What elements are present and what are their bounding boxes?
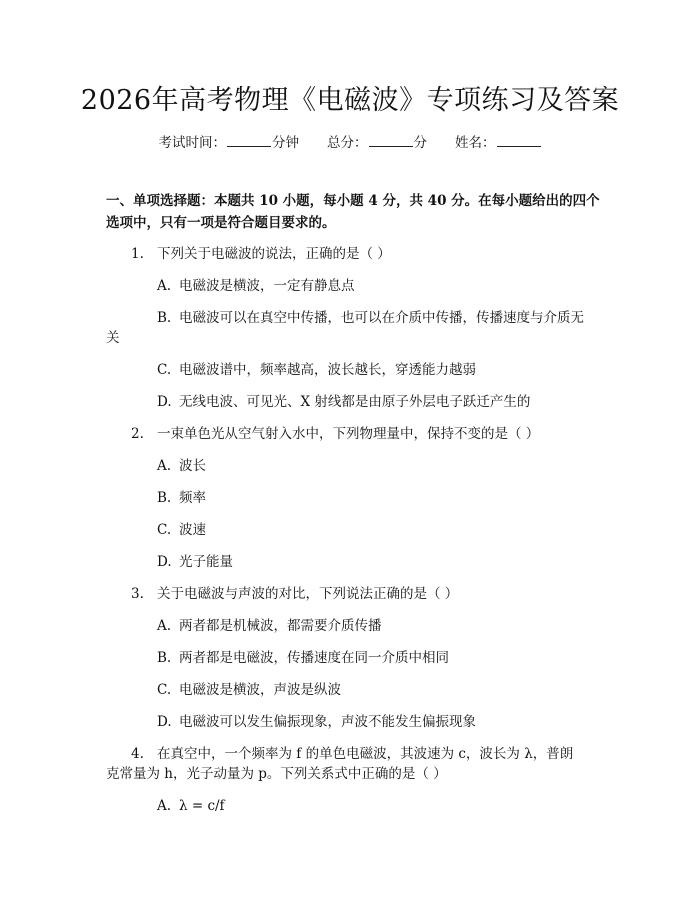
exam-time-label: 考试时间： (158, 135, 226, 151)
option-letter: A. (157, 798, 172, 814)
option-letter: A. (157, 618, 172, 634)
option-letter: A. (157, 458, 172, 474)
option-text: 波速 (179, 522, 206, 538)
question-1-stem: 下列关于电磁波的说法，正确的是（ ） (157, 246, 391, 262)
option-letter: D. (157, 394, 172, 410)
question-3-option-c (157, 681, 341, 699)
option-text: 电磁波可以在真空中传播，也可以在介质中传播，传播速度与介质无 (179, 310, 584, 326)
option-letter: D. (157, 554, 172, 570)
question-4-stem: 在真空中，一个频率为 f 的单色电磁波，其波速为 c，波长为 λ，普朗 (157, 746, 574, 762)
option-letter: B. (157, 490, 172, 506)
option-text: 电磁波可以发生偏振现象，声波不能发生偏振现象 (179, 714, 476, 730)
score-label: 总分： (327, 135, 368, 151)
question-4-number: 4. (131, 746, 144, 762)
section-heading-line-1: 一、单项选择题：本题共 10 小题，每小题 4 分，共 40 分。在每小题给出的四个 (106, 193, 600, 209)
option-letter: A. (157, 278, 172, 294)
question-2-number: 2. (131, 426, 144, 442)
option-text: 电磁波谱中，频率越高，波长越长，穿透能力越弱 (179, 362, 476, 378)
question-4-option-a (157, 797, 225, 815)
question-1-number: 1. (131, 246, 144, 262)
option-text: 无线电波、可见光、X 射线都是由原子外层电子跃迁产生的 (179, 394, 531, 410)
question-2-option-a (157, 457, 206, 475)
question-4-stem-continued: 克常量为 h，光子动量为 p。下列关系式中正确的是（ ） (106, 766, 447, 782)
page-title: 2026年高考物理《电磁波》专项练习及答案 (80, 85, 620, 116)
option-letter: B. (157, 310, 172, 326)
score-blank (369, 134, 413, 147)
exam-meta-line (0, 131, 700, 151)
option-text: 两者都是机械波，都需要介质传播 (179, 618, 382, 634)
question-1-option-d (157, 393, 530, 411)
question-2-option-b (157, 489, 206, 507)
question-3-stem: 关于电磁波与声波的对比，下列说法正确的是（ ） (157, 586, 459, 602)
question-3-number: 3. (131, 586, 144, 602)
option-text: 波长 (179, 458, 206, 474)
exam-time-unit: 分钟 (272, 135, 299, 151)
question-2-stem: 一束单色光从空气射入水中，下列物理量中，保持不变的是（ ） (157, 426, 540, 442)
question-1-option-b (157, 309, 584, 327)
question-3-option-b (157, 649, 449, 667)
name-label: 姓名： (455, 135, 496, 151)
score-unit: 分 (413, 135, 427, 151)
option-letter: C. (157, 522, 172, 538)
question-3-option-d (157, 713, 476, 731)
question-3-option-a (157, 617, 382, 635)
option-text: 频率 (179, 490, 206, 506)
option-letter: C. (157, 682, 172, 698)
question-1-option-a (157, 277, 355, 295)
section-heading-line-2: 选项中，只有一项是符合题目要求的。 (106, 215, 336, 231)
section-heading (106, 190, 602, 234)
option-text: 电磁波是横波，声波是纵波 (179, 682, 341, 698)
option-letter: C. (157, 362, 172, 378)
question-2-option-d (157, 553, 233, 571)
question-1-option-b-continued: 关 (106, 330, 120, 346)
question-2-option-c (157, 521, 206, 539)
option-text: 两者都是电磁波，传播速度在同一介质中相同 (179, 650, 449, 666)
option-text: 光子能量 (179, 554, 233, 570)
option-text: λ = c/f (179, 798, 225, 814)
option-letter: B. (157, 650, 172, 666)
exam-time-blank (227, 134, 271, 147)
question-1-option-c (157, 361, 476, 379)
name-blank (497, 134, 541, 147)
option-text: 电磁波是横波，一定有静息点 (179, 278, 355, 294)
option-letter: D. (157, 714, 172, 730)
